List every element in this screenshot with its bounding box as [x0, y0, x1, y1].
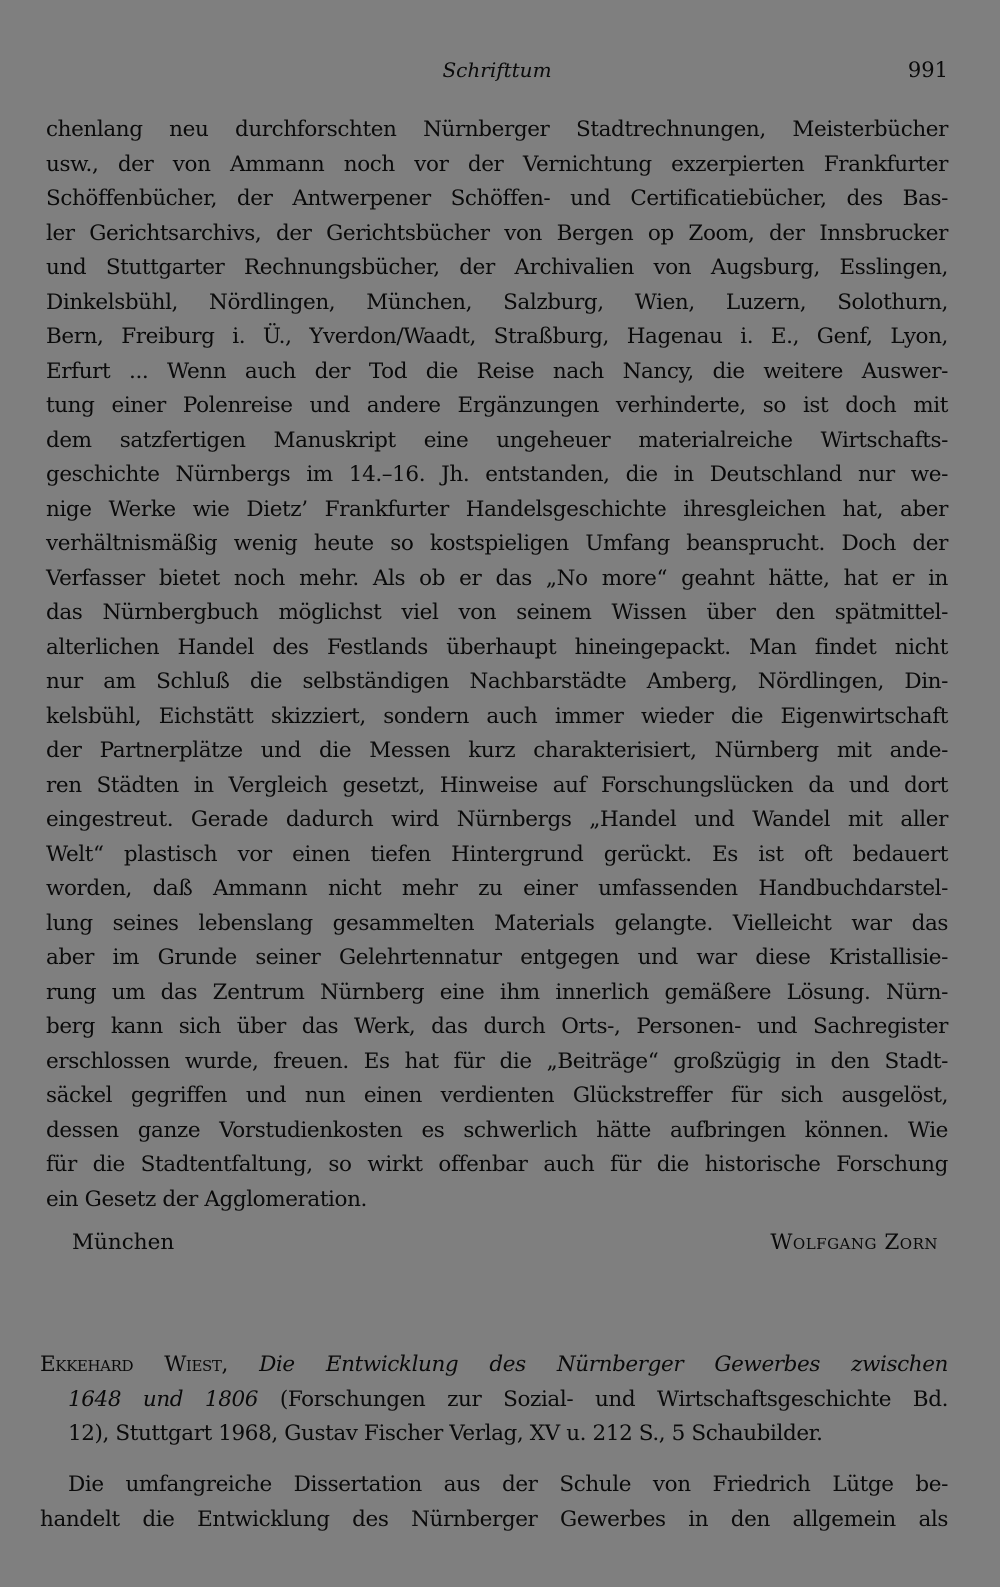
text-line: usw., der von Ammann noch vor der Vernichtung exzerpierten Frankfurter [46, 151, 948, 177]
text-line: rung um das Zentrum Nürnberg eine ihm innerlich gemäßere Lösung. Nürn- [46, 979, 948, 1005]
text-line: verhältnismäßig wenig heute so kostspieligen Umfang beansprucht. Doch der [46, 531, 948, 556]
citation-publication: 12), Stuttgart 1968, Gustav Fischer Verlag, XV u. 212 S., 5 Schaubilder. [68, 1421, 823, 1446]
text-line: dem satzfertigen Manuskript eine ungeheuer materialreiche Wirtschafts- [46, 427, 948, 453]
text-line: kelsbühl, Eichstätt skizziert, sondern auch immer wieder die Eigenwirtschaft [46, 703, 948, 729]
text-line: Schöffenbücher, der Antwerpener Schöffen- und Certificatiebücher, des Bas- [46, 186, 948, 211]
review-body-text [40, 1468, 948, 1537]
text-line: für die Stadtentfaltung, so wirkt offenbar auch für die historische Forschung [46, 1152, 948, 1177]
citation-line: Ekkehard Wiest, Die Entwicklung des Nürnberger Gewerbes zwischen [40, 1352, 948, 1377]
citation-line [40, 1417, 948, 1452]
text-line: berg kann sich über das Werk, das durch Orts-, Personen- und Sachregister [46, 1014, 948, 1039]
text-line: ein Gesetz der Agglomeration. [46, 1186, 367, 1212]
text-line: Dinkelsbühl, Nördlingen, München, Salzburg, Wien, Luzern, Solothurn, [46, 289, 948, 315]
text-line: das Nürnbergbuch möglichst viel von seinem Wissen über den spätmittel- [46, 600, 948, 625]
text-line: dessen ganze Vorstudienkosten es schwerlich hätte aufbringen können. Wie [46, 1117, 948, 1143]
text-line: säckel gegriffen und nun einen verdienten Glückstreffer für sich ausgelöst, [46, 1083, 948, 1108]
text-line: Welt“ plastisch vor einen tiefen Hintergrund gerückt. Es ist oft bedauert [46, 841, 948, 867]
text-line: nur am Schluß die selbständigen Nachbarstädte Amberg, Nördlingen, Din- [46, 669, 948, 694]
text-line: Die umfangreiche Dissertation aus der Schule von Friedrich Lütge be- [68, 1472, 948, 1497]
text-line: alterlichen Handel des Festlands überhaupt hineingepackt. Man findet nicht [46, 634, 948, 660]
text-line: Bern, Freiburg i. Ü., Yverdon/Waadt, Straßburg, Hagenau i. E., Genf, Lyon, [46, 324, 948, 349]
citation-author: Ekkehard Wiest [40, 1352, 222, 1377]
text-line: Verfasser bietet noch mehr. Als ob er das „No more“ geahnt hätte, hat er in [46, 565, 948, 591]
citation-title: Die Entwicklung des Nürnberger Gewerbes zwischen [259, 1352, 948, 1377]
text-line: worden, daß Ammann nicht mehr zu einer umfassenden Handbuchdarstel- [46, 876, 948, 901]
text-line: lung seines lebenslang gesammelten Materials gelangte. Vielleicht war das [46, 910, 948, 936]
text-line: und Stuttgarter Rechnungsbücher, der Archivalien von Augsburg, Esslingen, [46, 255, 948, 280]
running-title: Schrifttum [442, 58, 552, 82]
review-citation [40, 1348, 948, 1452]
text-line: erschlossen wurde, freuen. Es hat für die „Beiträge“ großzügig in den Stadt- [46, 1048, 948, 1074]
page-number: 991 [907, 58, 948, 82]
text-line: geschichte Nürnbergs im 14.–16. Jh. entstanden, die in Deutschland nur we- [46, 462, 948, 487]
citation-series: (Forschungen zur Sozial- und Wirtschaftsgeschichte Bd. [279, 1386, 949, 1412]
citation-title-continued: 1648 und 1806 [68, 1386, 259, 1412]
text-line: ren Städten in Vergleich gesetzt, Hinweise auf Forschungslücken da und dort [46, 772, 948, 798]
signature-author: Wolfgang Zorn [770, 1230, 938, 1255]
text-line: eingestreut. Gerade dadurch wird Nürnbergs „Handel und Wandel mit aller [46, 807, 948, 832]
text-line: nige Werke wie Dietz’ Frankfurter Handelsgeschichte ihresgleichen hat, aber [46, 496, 948, 522]
text-line: Erfurt ... Wenn auch der Tod die Reise nach Nancy, die weitere Auswer- [46, 358, 948, 384]
review-signature [72, 1230, 948, 1264]
text-line: handelt die Entwicklung des Nürnberger Gewerbes in den allgemein als [40, 1506, 948, 1532]
text-line: tung einer Polenreise und andere Ergänzungen verhinderte, so ist doch mit [46, 393, 948, 418]
signature-place: München [72, 1230, 175, 1255]
text-line: chenlang neu durchforschten Nürnberger Stadtrechnungen, Meisterbücher [46, 117, 948, 142]
text-line: ler Gerichtsarchivs, der Gerichtsbücher von Bergen op Zoom, der Innsbrucker [46, 220, 948, 246]
text-line: aber im Grunde seiner Gelehrtennatur entgegen und war diese Kristallisie- [46, 945, 948, 970]
review-continuation-text [46, 113, 948, 1217]
citation-line [40, 1383, 948, 1418]
text-line: der Partnerplätze und die Messen kurz charakterisiert, Nürnberg mit ande- [46, 738, 948, 763]
running-head [46, 58, 948, 92]
